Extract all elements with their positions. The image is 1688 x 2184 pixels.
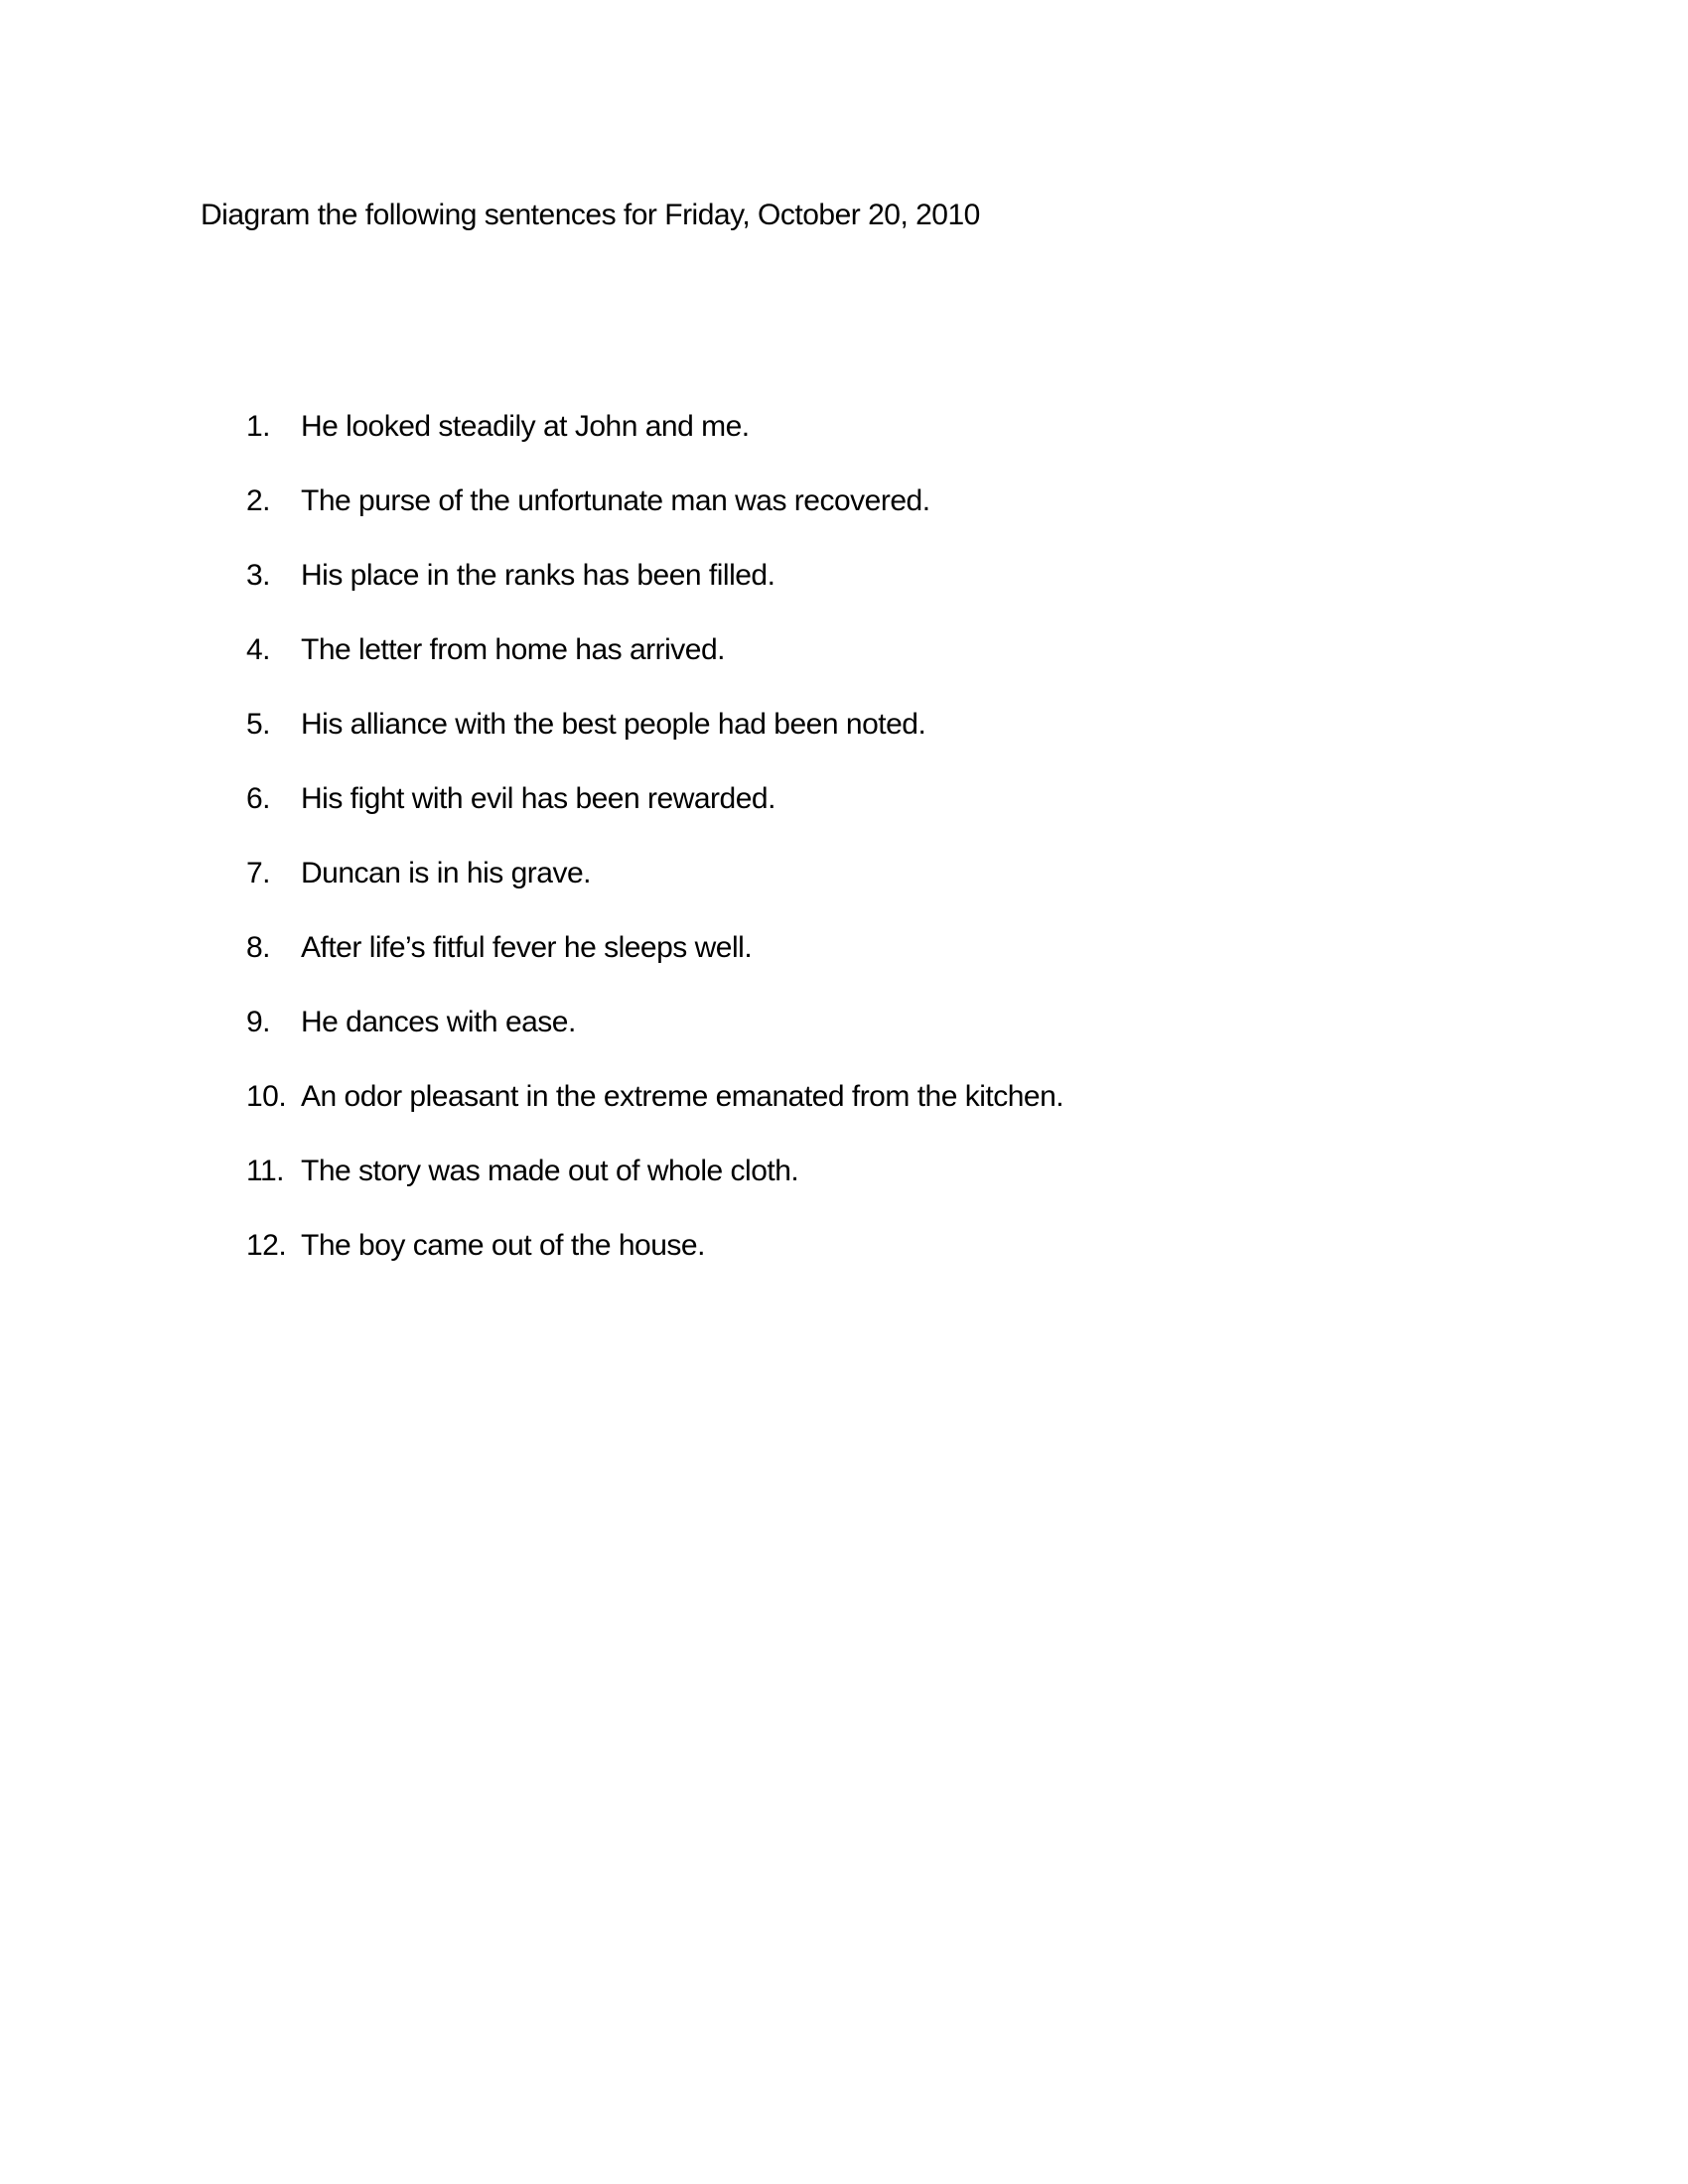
list-item-number: 6. [246, 782, 271, 815]
list-item-number: 1. [246, 410, 271, 443]
assignment-title: Diagram the following sentences for Friday, October 20, 2010 [201, 199, 980, 231]
list-item-text: Duncan is in his grave. [301, 857, 591, 889]
list-item [246, 634, 1063, 665]
list-item-number: 11. [246, 1155, 284, 1187]
list-item-number: 5. [246, 708, 271, 741]
list-item-text: The boy came out of the house. [301, 1229, 705, 1262]
list-item-number: 2. [246, 484, 271, 517]
list-item-text: An odor pleasant in the extreme emanated from the kitchen. [301, 1080, 1064, 1113]
list-item [246, 485, 1063, 516]
list-item-text: He dances with ease. [301, 1006, 576, 1038]
list-item [246, 858, 1063, 888]
list-item-text: The letter from home has arrived. [301, 633, 726, 666]
list-item [246, 932, 1063, 963]
list-item-text: The story was made out of whole cloth. [301, 1155, 799, 1187]
list-item-number: 8. [246, 931, 271, 964]
list-item-text: He looked steadily at John and me. [301, 410, 750, 443]
list-item [246, 1007, 1063, 1037]
list-item [246, 783, 1063, 814]
list-item-text: His alliance with the best people had been noted. [301, 708, 926, 741]
list-item-text: The purse of the unfortunate man was recovered. [301, 484, 930, 517]
list-item [246, 1081, 1063, 1112]
list-item [246, 411, 1063, 442]
list-item [246, 1230, 1063, 1261]
list-item-number: 7. [246, 857, 271, 889]
list-item [246, 709, 1063, 740]
list-item-number: 12. [246, 1229, 287, 1262]
list-item-number: 3. [246, 559, 271, 592]
list-item [246, 1156, 1063, 1186]
list-item-text: His place in the ranks has been filled. [301, 559, 775, 592]
list-item-text: After life’s fitful fever he sleeps well. [301, 931, 753, 964]
list-item-text: His fight with evil has been rewarded. [301, 782, 775, 815]
list-item-number: 9. [246, 1006, 271, 1038]
list-item [246, 560, 1063, 591]
list-item-number: 10. [246, 1080, 287, 1113]
list-item-number: 4. [246, 633, 271, 666]
sentence-list [246, 411, 1063, 1304]
